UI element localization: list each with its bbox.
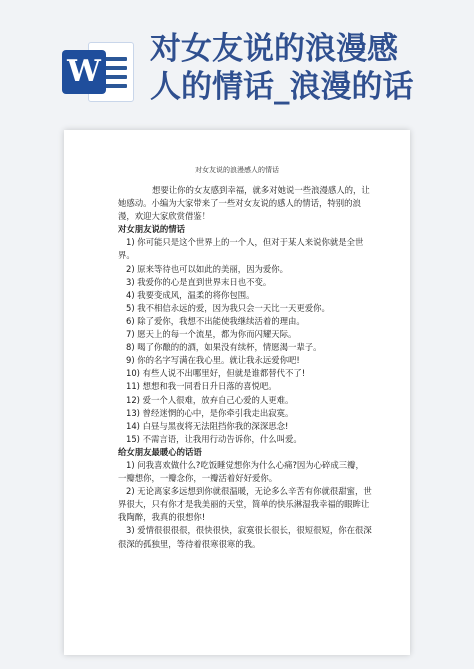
list-item: 8) 喝了你酿的的酒，如果没有续杯，情愿渴一辈子。 bbox=[126, 342, 322, 353]
list-item: 10) 有些人说不出哪里好，但就是谁都替代不了! bbox=[126, 368, 306, 379]
banner-title-line2: 人的情话_浪漫的话 bbox=[150, 69, 414, 105]
list-item: 13) 曾经迷惘的心中，是你牵引我走出寂寞。 bbox=[126, 407, 294, 418]
list-item: 2) 原来等待也可以如此的美丽，因为爱你。 bbox=[126, 263, 289, 274]
list-item: 9) 你的名字写满在我心里。就让我永远爱你吧! bbox=[126, 355, 300, 366]
list-item: 3) 爱情很很很很，很快很快，寂寞很长很长，很短很短，你在很深很深的孤独里，等待着很寒很寒的我。 bbox=[118, 525, 372, 549]
list-item: 3) 我爱你的心是直到世界末日也不变。 bbox=[126, 276, 272, 287]
list-item: 12) 爱一个人很难，放弃自己心爱的人更难。 bbox=[126, 394, 294, 405]
document-title: 对女友说的浪漫感人的情话 bbox=[195, 166, 279, 174]
list-item: 6) 除了爱你，我想不出能使我继续活着的理由。 bbox=[126, 315, 305, 326]
word-document-icon bbox=[62, 40, 136, 106]
intro-paragraph: 想要让你的女友感到幸福，就多对她说一些浪漫感人的，让她感动。小编为大家带来了一些对女友说的感人的情话，特别的浪漫，欢迎大家欣赏借鉴！ bbox=[118, 185, 370, 222]
list-item: 5) 我不相信永远的爱，因为我只会一天比一天更爱你。 bbox=[126, 302, 330, 313]
document-body bbox=[118, 184, 372, 551]
banner-title-line1: 对女友说的浪漫感 bbox=[150, 31, 398, 67]
list-item: 7) 愿天上的每一个流星，都为你而闪耀天际。 bbox=[126, 329, 297, 340]
word-logo-badge: W bbox=[62, 50, 106, 94]
list-item: 11) 想想和我一同看日升日落的喜悦吧。 bbox=[126, 381, 277, 392]
list-item: 1) 问我喜欢做什么?吃饭睡觉想你为什么心痛?因为心碎成三瓣，一瓣想你，一瓣念你，一瓣活着好好爱你。 bbox=[118, 459, 364, 484]
section2-heading: 给女朋友最暖心的话语 bbox=[118, 446, 202, 457]
banner-header bbox=[0, 0, 474, 118]
document-page bbox=[64, 130, 410, 655]
list-item: 1) 你可能只是这个世界上的一个人，但对于某人来说你就是全世界。 bbox=[118, 237, 364, 261]
section1-heading: 对女朋友说的情话 bbox=[118, 224, 185, 235]
list-item: 14) 白昼与黑夜将无法阻挡你我的深深思念! bbox=[126, 420, 289, 431]
list-item: 2) 无论离家多远想到你就很温暖，无论多么辛苦有你就很甜蜜，世界很大，只有你才是我美丽的天堂，简单的快乐淋湿我幸福的眼眸让我陶醉，我真的很想你! bbox=[118, 486, 372, 523]
banner-title bbox=[150, 30, 470, 106]
list-item: 15) 不需言语，让我用行动告诉你，什么叫爱。 bbox=[126, 433, 302, 444]
list-item: 4) 我要变成风，温柔的将你包围。 bbox=[126, 289, 255, 300]
